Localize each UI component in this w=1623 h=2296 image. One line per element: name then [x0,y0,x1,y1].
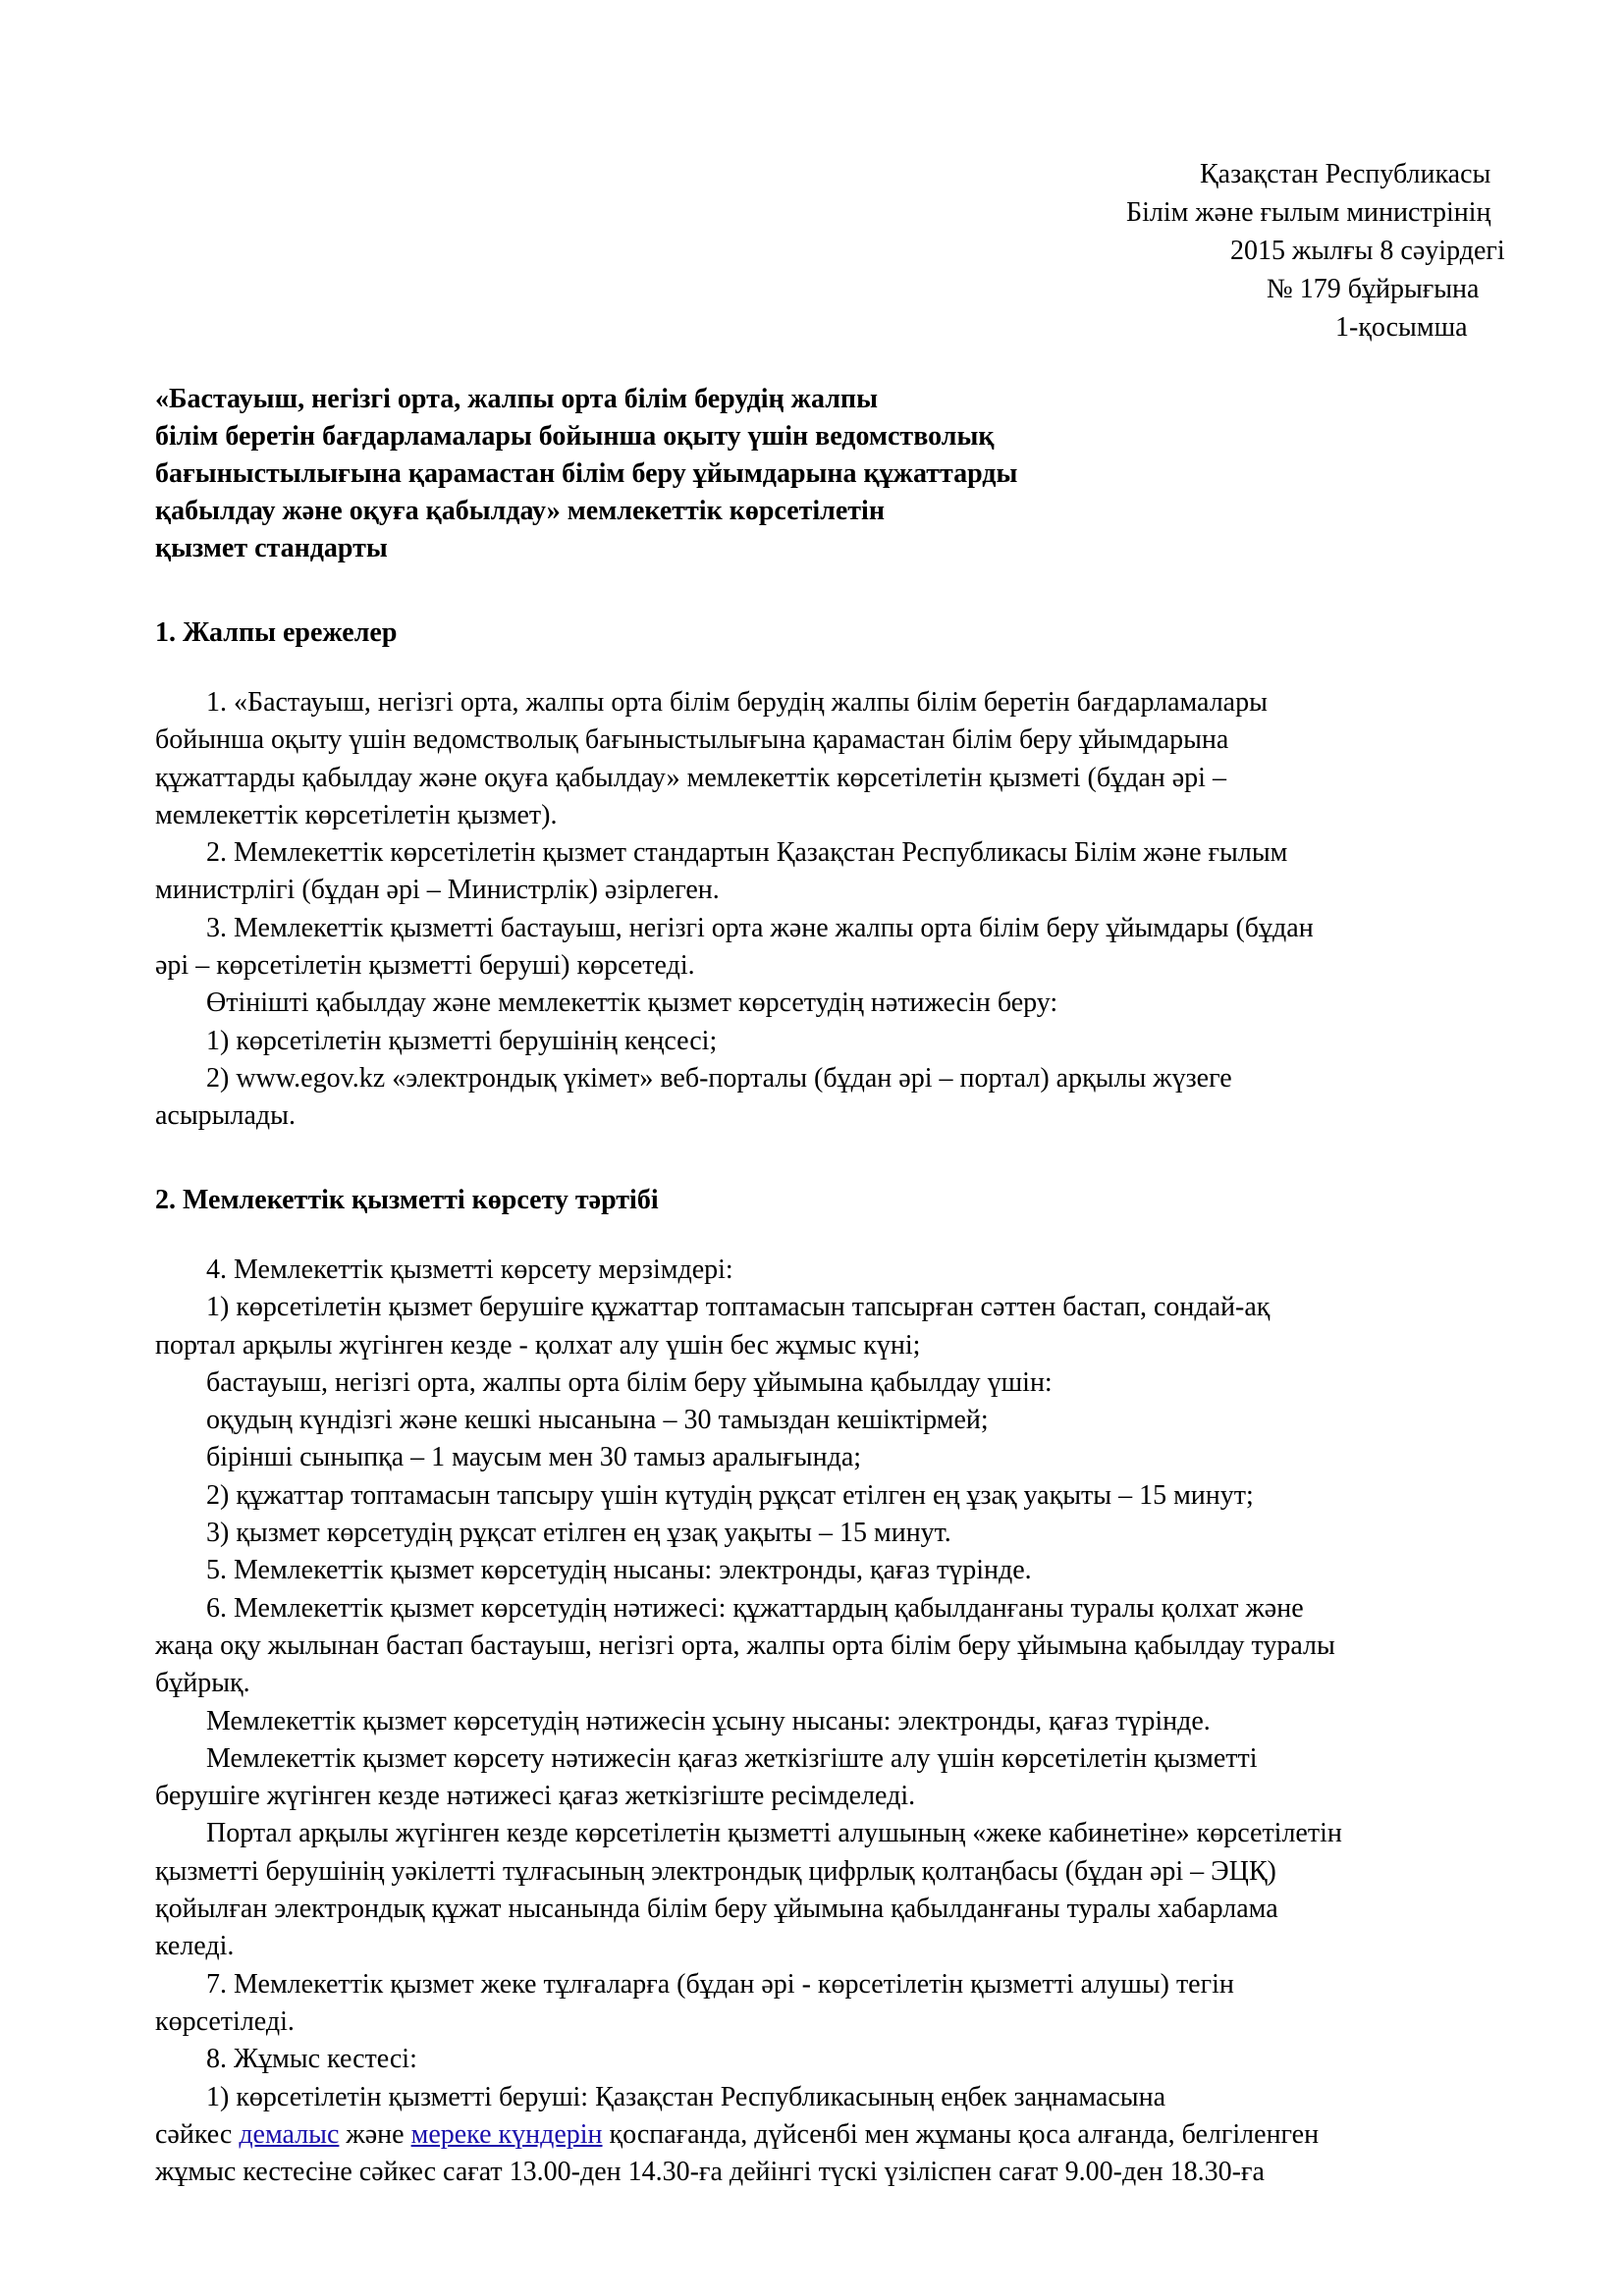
title-line: «Бастауыш, негізгі орта, жалпы орта білім берудің жалпы [155,384,878,414]
paragraph-line: қойылған электрондық құжат нысанында білім беру ұйымына қабылданғаны туралы хабарлама [155,1894,1278,1925]
paragraph-line: келеді. [155,1931,235,1962]
document-title [155,381,1392,567]
line-text: және [339,2118,411,2150]
header-line: Қазақстан Республикасы [1200,159,1491,189]
section-general-body [155,684,1569,1136]
title-line: қызмет стандарты [155,533,388,563]
paragraph-line: Мемлекеттік қызмет көрсетудің нәтижесін ұсыну нысаны: электронды, қағаз түрінде. [206,1705,1211,1736]
paragraph-line: 8. Жұмыс кестесі: [206,2044,417,2075]
paragraph-line: 1. «Бастауыш, негізгі орта, жалпы орта білім берудің жалпы білім беретін бағдарламалары [206,687,1268,718]
header-line: 1-қосымша [1335,312,1468,343]
paragraph-line: асырылады. [155,1100,296,1132]
section-procedure-body [155,1252,1569,2191]
paragraph-line: құжаттарды қабылдау және оқуға қабылдау» мемлекеттік көрсетілетін қызметі (бұдан әрі – [155,762,1226,793]
section-heading-general: 1. Жалпы ережелер [155,617,398,648]
paragraph-line: бұйрық. [155,1668,250,1699]
paragraph-line: 2) құжаттар топтамасын тапсыру үшін күтудің рұқсат етілген ең ұзақ уақыты – 15 минут; [206,1479,1254,1511]
paragraph-line: Мемлекеттік қызмет көрсету нәтижесін қағаз жеткізгіште алу үшін көрсетілетін қызметті [206,1742,1258,1774]
header-line: № 179 бұйрығына [1267,274,1480,304]
paragraph-line: 4. Мемлекеттік қызметті көрсету мерзімдері: [206,1255,733,1285]
paragraph-line: жаңа оқу жылынан бастап бастауыш, негізгі орта, жалпы орта білім беру ұйымына қабылдау туралы [155,1629,1335,1661]
order-reference-block [1031,155,1581,347]
paragraph-line: портал арқылы жүгінген кезде - қолхат алу үшін бес жұмыс күні; [155,1329,921,1361]
paragraph-line: 1) көрсетілетін қызмет берушіге құжаттар топтамасын тапсырған сәттен бастап, сондай-ақ [206,1292,1271,1323]
paragraph-line: 7. Мемлекеттік қызмет жеке тұлғаларға (бұдан әрі - көрсетілетін қызметті алушы) тегін [206,1968,1234,2000]
paragraph-line: 3) қызмет көрсетудің рұқсат етілген ең ұзақ уақыты – 15 минут. [206,1518,951,1549]
paragraph-line: берушіге жүгінген кезде нәтижесі қағаз жеткізгіште ресімделеді. [155,1781,916,1812]
line-text: сәйкес [155,2118,240,2150]
paragraph-line: 1) көрсетілетін қызметті беруші: Қазақстан Республикасының еңбек заңнамасына [206,2081,1166,2112]
link-holidays[interactable]: демалыс [239,2118,340,2150]
paragraph-line: бірінші сыныпқа – 1 маусым мен 30 тамыз аралығында; [206,1442,862,1473]
header-line: Білім және ғылым министрінің [1126,197,1491,228]
paragraph-line: 5. Мемлекеттік қызмет көрсетудің нысаны: электронды, қағаз түрінде. [206,1555,1032,1586]
paragraph-line: жұмыс кестесіне сәйкес сағат 13.00-ден 14.30-ға дейінгі түскі үзіліспен сағат 9.00-ден 18.30-ға [155,2157,1265,2188]
header-line: 2015 жылғы 8 сәуірдегі [1230,236,1505,266]
paragraph-line: қызметті берушінің уәкілетті тұлғасының электрондық цифрлық қолтаңбасы (бұдан әрі – ЭЦҚ) [155,1855,1276,1887]
line-text: қоспағанда, дүйсенбі мен жұманы қоса алғанда, белгіленген [602,2118,1320,2150]
paragraph-line: оқудың күндізгі және кешкі нысанына – 30 тамыздан кешіктірмей; [206,1405,989,1436]
paragraph-line: бойынша оқыту үшін ведомстволық бағыныстылығына қарамастан білім беру ұйымдарына [155,724,1229,756]
paragraph-line: 2. Мемлекеттік көрсетілетін қызмет стандартын Қазақстан Республикасы Білім және ғылым [206,837,1288,869]
title-line: бағыныстылығына қарамастан білім беру ұйымдарына құжаттарды [155,458,1018,489]
paragraph-line: бастауыш, негізгі орта, жалпы орта білім беру ұйымына қабылдау үшін: [206,1366,1053,1398]
paragraph-line: 2) www.egov.kz «электрондық үкімет» веб-порталы (бұдан әрі – портал) арқылы жүзеге [206,1062,1232,1094]
title-line: қабылдау және оқуға қабылдау» мемлекеттік көрсетілетін [155,496,885,526]
paragraph-line: 6. Мемлекеттік қызмет көрсетудің нәтижесі: құжаттардың қабылданғаны туралы қолхат және [206,1592,1304,1624]
paragraph-line: көрсетіледі. [155,2005,295,2037]
paragraph-line-with-links [155,2116,1569,2154]
paragraph-line: 1) көрсетілетін қызметті берушінің кеңсесі; [206,1025,718,1056]
paragraph-line: әрі – көрсетілетін қызметті беруші) көрсетеді. [155,950,695,982]
paragraph-line: 3. Мемлекеттік қызметті бастауыш, негізгі орта және жалпы орта білім беру ұйымдары (бұдан [206,912,1314,943]
paragraph-line: Өтінішті қабылдау және мемлекеттік қызмет көрсетудің нәтижесін беру: [206,988,1058,1019]
paragraph-line: Портал арқылы жүгінген кезде көрсетілетін қызметті алушының «жеке кабинетіне» көрсетілетін [206,1818,1342,1849]
paragraph-line: мемлекеттік көрсетілетін қызмет). [155,799,558,830]
link-public-holidays[interactable]: мереке күндерін [410,2118,603,2150]
paragraph-line: министрлігі (бұдан әрі – Министрлік) әзірлеген. [155,875,720,906]
section-heading-procedure: 2. Мемлекеттік қызметті көрсету тәртібі [155,1185,659,1215]
title-line: білім беретін бағдарламалары бойынша оқыту үшін ведомстволық [155,421,995,452]
